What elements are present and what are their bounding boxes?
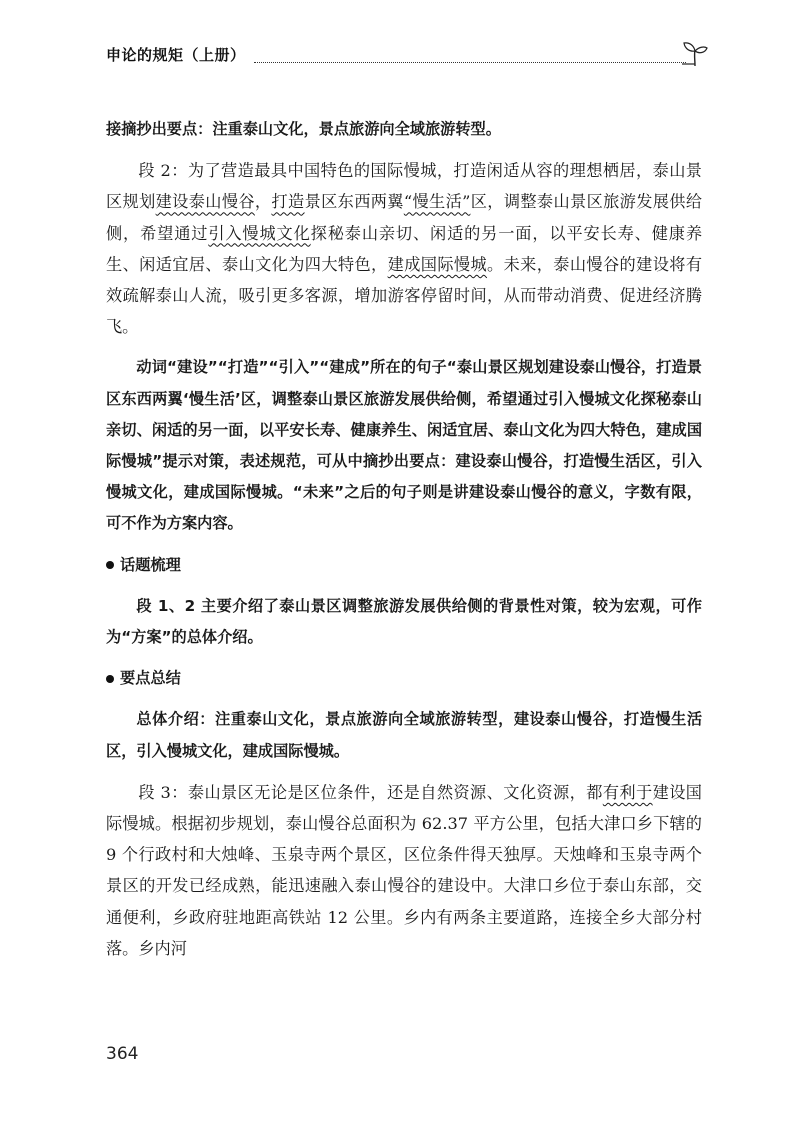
- bullet-icon: [106, 675, 114, 683]
- verb-underline: 建成国际慢城: [387, 254, 488, 274]
- analysis-paragraph: 动词“建设”“打造”“引入”“建成”所在的句子“泰山景区规划建设泰山慢谷，打造景区东西两翼‘慢生活’区，调整泰山景区旅游发展供给侧，希望通过引入慢城文化探秘泰山亲切、闲适的另一面，以平安长寿、健康养生、闲适宜居、泰山文化为四大特色，建成国际慢城”提示对策，表述规范，可从中摘抄出要点：建设泰山慢谷，打造慢生活区，引入慢城文化，建成国际慢城。“未来”之后的句子则是讲建设泰山慢谷的意义，字数有限，可不作为方案内容。: [106, 358, 702, 533]
- verb-underline: 建设泰山慢谷: [155, 192, 255, 212]
- key-point-line: 接摘抄出要点：注重泰山文化，景点旅游向全域旅游转型。: [106, 120, 501, 138]
- verb-underline: 打造: [271, 192, 305, 212]
- page-number: 364: [106, 1044, 139, 1064]
- topic-paragraph: 段 1、2 主要介绍了泰山景区调整旅游发展供给侧的背景性对策，较为宏观，可作为“方案”的总体介绍。: [106, 596, 702, 647]
- running-header: [106, 40, 706, 70]
- verb-underline: 引入慢城文化: [208, 223, 311, 243]
- summary-paragraph: 总体介绍：注重泰山文化，景点旅游向全域旅游转型，建设泰山慢谷，打造慢生活区，引入慢城文化，建成国际慢城。: [106, 710, 702, 760]
- paragraph-3-excerpt: 段 3：泰山景区无论是区位条件，还是自然资源、文化资源，都有利于建设国际慢城。根据初步规划，泰山慢谷总面积为 62.37 平方公里，包括大津口乡下辖的 9 个行政村和大烛峰、玉泉寺两个景区，区位条件得天独厚。天烛峰和玉泉寺两个景区的开发已经成熟，能迅速融入泰山慢谷的建设中。大津口乡位于泰山东部，交通便利，乡政府驻地距高铁站 12 公里。乡内有两条主要道路，连接全乡大部分村落。乡内河: [106, 782, 702, 958]
- verb-underline: 有利于: [602, 782, 653, 802]
- verb-underline: “慢生活”: [403, 192, 471, 212]
- paragraph-2-excerpt: 段 2：为了营造最具中国特色的国际慢城，打造闲适从容的理想栖居，泰山景区规划建设泰山慢谷，打造景区东西两翼“慢生活”区，调整泰山景区旅游发展供给侧，希望通过引入慢城文化探秘泰山亲切、闲适的另一面，以平安长寿、健康养生、闲适宜居、泰山文化为四大特色，建成国际慢城。未来，泰山慢谷的建设将有效疏解泰山人流，吸引更多客源，增加游客停留时间，从而带动消费、促进经济腾飞。: [106, 161, 703, 337]
- section-heading-summary: 要点总结: [106, 663, 702, 694]
- book-title: 申论的规矩（上册）: [106, 46, 246, 64]
- sprout-icon: [682, 40, 708, 68]
- section-heading-topic: 话题梳理: [106, 550, 702, 581]
- page-body: [106, 114, 702, 974]
- bullet-icon: [106, 561, 114, 569]
- header-dotted-rule: [254, 62, 686, 63]
